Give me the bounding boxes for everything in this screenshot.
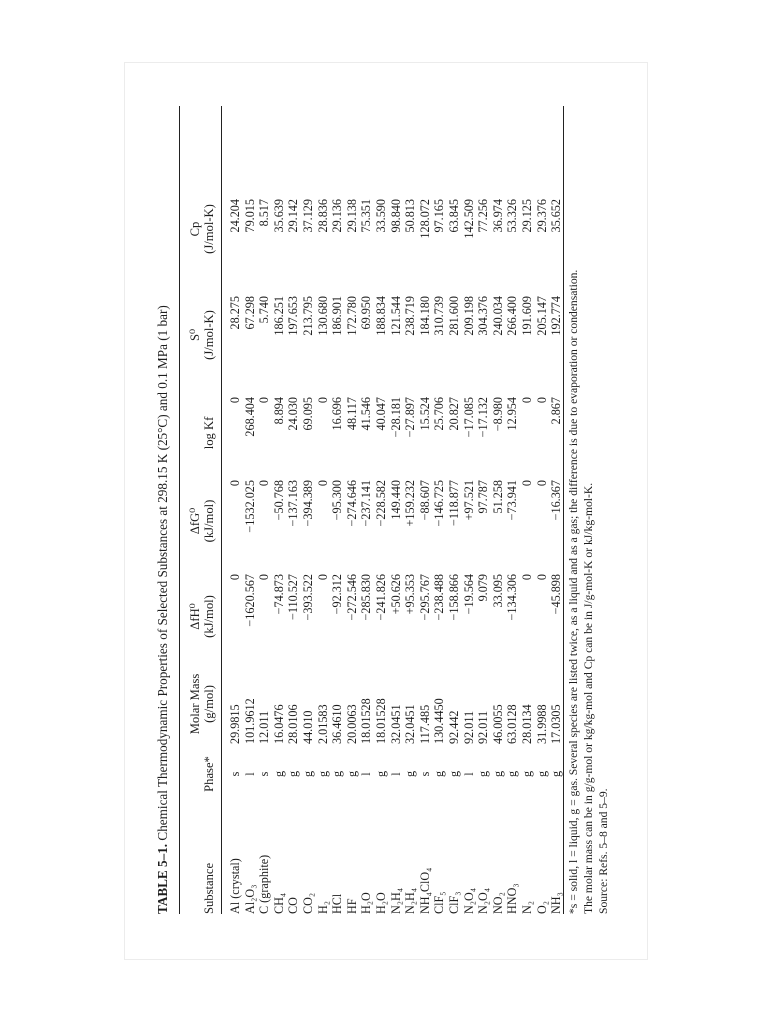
cell-Cp: 36.974 [490,199,505,233]
cell-logKf: 0 [534,397,549,404]
cell-dfG: +97.521 [461,480,476,521]
cell-logKf: 41.546 [359,397,374,431]
table-number: TABLE 5–1. [155,843,170,914]
cell-logKf: 20.827 [447,397,461,431]
cell-substance: O₂ [534,900,549,914]
cell-logKf: 268.404 [242,397,257,437]
cell-Cp: 29.125 [520,199,534,233]
cell-Cp: 128.072 [417,199,432,239]
cell-substance: N₂H₄ [388,887,403,914]
cell-phase: l [359,772,374,776]
header-dfH [188,574,216,659]
cell-dfH: +95.353 [403,574,418,615]
cell-S0: 121.544 [388,296,403,336]
cell-logKf: 0 [520,397,534,404]
cell-dfH: −45.898 [549,574,564,615]
cell-phase: g [315,770,330,778]
cell-logKf: 48.117 [344,397,359,431]
cell-dfG: −50.768 [271,480,286,521]
cell-molar_mass: 32.0451 [403,704,418,744]
cell-S0: 192.774 [549,296,564,336]
cell-phase: g [403,770,418,778]
cell-substance: NO₂ [490,892,505,914]
header-S0-line: (J/mol-K) [202,310,216,360]
cell-dfH: −285.830 [359,574,374,621]
cell-dfH: +50.626 [388,574,403,615]
header-rule [221,106,222,914]
cell-dfG: −146.725 [432,480,447,527]
cell-molar_mass: 12.011 [257,710,272,744]
cell-phase: g [476,770,491,778]
cell-substance: HNO₃ [505,883,520,914]
cell-molar_mass: 28.0134 [520,704,534,744]
cell-dfH: −92.312 [330,574,345,615]
cell-phase: g [432,770,447,778]
cell-molar_mass: 17.0305 [549,704,564,744]
cell-dfG: 0 [520,480,534,487]
cell-dfG: 0 [257,480,272,487]
cell-dfG: −88.607 [417,480,432,521]
cell-Cp: 29.136 [330,199,345,233]
bottom-rule [563,106,564,914]
cell-phase: l [242,772,257,776]
cell-molar_mass: 2.01583 [315,704,330,744]
header-dfG-line: ΔfG⁰ [188,507,202,535]
cell-phase: g [286,770,301,778]
header-logKf-line: log Kf [202,416,216,450]
cell-substance: Al₂O₃ [242,884,257,914]
cell-Cp: 75.351 [359,199,374,233]
cell-Cp: 97.165 [432,199,447,233]
header-substance [202,824,216,914]
cell-substance: NH₄ClO₄ [417,867,432,914]
cell-dfH: −238.488 [432,574,447,621]
header-phase-line: Phase* [202,756,216,792]
footnote-units: The molar mass can be in g/g-mol or kg/kg-mol and Cp can be in J/g-mol-K or kJ/kg-mol-K. [582,482,595,914]
footnote-source: Source: Refs. 5–8 and 5–9. [597,788,610,914]
cell-logKf: 8.894 [271,397,286,425]
header-molar_mass-line: (g/mol) [202,685,216,723]
header-dfH-line: ΔfH⁰ [188,603,202,630]
cell-dfG: −228.582 [374,480,388,527]
cell-Cp: 63.845 [447,199,461,233]
cell-phase: g [330,770,345,778]
cell-S0: 205.147 [534,296,549,336]
cell-logKf: 2.867 [549,397,564,425]
cell-substance: ClF₃ [447,891,461,914]
cell-molar_mass: 18.01528 [374,698,388,744]
cell-Cp: 24.204 [228,199,242,233]
header-S0-line: S⁰ [188,328,202,342]
cell-S0: 130.680 [315,296,330,336]
cell-dfG: −394.389 [301,480,315,527]
header-phase [202,754,216,794]
cell-Cp: 79.015 [242,199,257,233]
cell-dfG: −95.300 [330,480,345,521]
cell-molar_mass: 117.485 [417,704,432,744]
cell-S0: 304.376 [476,296,491,336]
cell-logKf: 69.095 [301,397,315,431]
cell-dfG: 0 [315,480,330,487]
header-Cp [188,199,216,259]
cell-dfH: −134.306 [505,574,520,621]
cell-S0: 238.719 [403,296,418,336]
cell-dfG: −1532.025 [242,480,257,533]
cell-substance: HF [344,898,359,914]
cell-phase: g [520,770,534,778]
cell-S0: 28.275 [228,296,242,330]
cell-molar_mass: 28.0106 [286,704,301,744]
cell-phase: l [388,772,403,776]
cell-S0: 186.251 [271,296,286,336]
header-dfH-line: (kJ/mol) [202,595,216,638]
table-caption [155,305,171,914]
cell-logKf: −17.085 [461,397,476,438]
cell-Cp: 37.129 [301,199,315,233]
cell-S0: 186.901 [330,296,345,336]
cell-molar_mass: 29.9815 [228,704,242,744]
cell-dfG: 0 [534,480,549,487]
cell-logKf: 16.696 [330,397,345,431]
cell-Cp: 29.376 [534,199,549,233]
cell-Cp: 33.590 [374,199,388,233]
cell-logKf: −27.897 [403,397,418,438]
header-S0 [188,296,216,374]
cell-logKf: −8.980 [490,397,505,432]
cell-logKf: 12.954 [505,397,520,431]
cell-molar_mass: 36.4610 [330,704,345,744]
footnote-phase: *s = solid, l = liquid, g = gas. Several species are listed twice, as a liquid and as a gas; the difference is due to evaporation or condensation. [567,269,580,914]
top-rule [179,106,180,914]
cell-phase: g [549,770,564,778]
cell-molar_mass: 31.9988 [534,704,549,744]
cell-Cp: 53.326 [505,199,520,233]
cell-dfG: −274.646 [344,480,359,527]
cell-dfH: 0 [228,574,242,581]
cell-S0: 197.653 [286,296,301,336]
cell-molar_mass: 46.0055 [490,704,505,744]
cell-substance: H₂O [374,892,388,914]
cell-phase: g [447,770,461,778]
cell-S0: 281.600 [447,296,461,336]
cell-Cp: 35.639 [271,199,286,233]
header-Cp-line: Cp [188,221,202,237]
cell-phase: s [228,771,242,777]
cell-S0: 266.400 [505,296,520,336]
cell-molar_mass: 18.01528 [359,698,374,744]
cell-substance: N₂O₄ [476,887,491,914]
cell-substance: N₂H₄ [403,887,418,914]
cell-S0: 172.780 [344,296,359,336]
cell-S0: 240.034 [490,296,505,336]
table-title: Chemical Thermodynamic Properties of Selected Substances at 298.15 K (25°C) and 0.1 MPa (1 bar) [155,305,170,841]
cell-dfH: −241.826 [374,574,388,621]
cell-S0: 191.609 [520,296,534,336]
cell-Cp: 8.517 [257,199,272,227]
cell-phase: s [257,771,272,777]
cell-substance: N₂ [520,900,534,914]
cell-Cp: 29.142 [286,199,301,233]
cell-Cp: 77.256 [476,199,491,233]
cell-dfH: −158.866 [447,574,461,621]
cell-substance: ClF₅ [432,891,447,914]
cell-Cp: 50.813 [403,199,418,233]
header-substance-line: Substance [202,862,216,914]
cell-dfH: 0 [534,574,549,581]
header-Cp-line: (J/mol-K) [202,204,216,254]
cell-dfH: 33.095 [490,574,505,608]
cell-molar_mass: 44.010 [301,710,315,744]
cell-dfH: 9.079 [476,574,491,602]
cell-molar_mass: 20.0063 [344,704,359,744]
cell-Cp: 142.509 [461,199,476,239]
cell-phase: g [271,770,286,778]
cell-substance: H₂O [359,892,374,914]
cell-Cp: 28.836 [315,199,330,233]
cell-molar_mass: 92.011 [461,710,476,744]
cell-S0: 184.180 [417,296,432,336]
cell-dfG: −137.163 [286,480,301,527]
cell-dfG: 149.440 [388,480,403,520]
cell-dfG: 97.787 [476,480,491,514]
cell-dfH: 0 [315,574,330,581]
cell-dfG: −237.141 [359,480,374,527]
cell-phase: g [344,770,359,778]
header-logKf [202,397,216,469]
cell-dfH: 0 [257,574,272,581]
cell-phase: g [374,770,388,778]
cell-S0: 69.950 [359,296,374,330]
rotated-table-page [153,106,613,914]
cell-substance: NH₃ [549,892,564,914]
cell-dfH: −110.527 [286,574,301,621]
cell-phase: l [461,772,476,776]
cell-dfH: −1620.567 [242,574,257,627]
cell-dfH: −19.564 [461,574,476,615]
cell-dfG: +159.232 [403,480,418,527]
cell-logKf: −28.181 [388,397,403,438]
header-molar_mass-line: Molar Mass [188,673,202,735]
cell-substance: HCl [330,893,345,914]
cell-S0: 310.739 [432,296,447,336]
cell-logKf: 0 [257,397,272,404]
cell-phase: g [505,770,520,778]
cell-dfG: 0 [228,480,242,487]
cell-Cp: 98.840 [388,199,403,233]
cell-logKf: 0 [228,397,242,404]
cell-logKf: 40.047 [374,397,388,431]
cell-molar_mass: 63.0128 [505,704,520,744]
cell-dfG: −118.877 [447,480,461,527]
cell-substance: N₂O₄ [461,887,476,914]
cell-dfH: −74.873 [271,574,286,615]
cell-S0: 209.198 [461,296,476,336]
cell-molar_mass: 16.0476 [271,704,286,744]
cell-dfG: −73.941 [505,480,520,521]
cell-S0: 5.740 [257,296,272,324]
cell-logKf: 24.030 [286,397,301,431]
header-dfG-line: (kJ/mol) [202,499,216,543]
cell-logKf: 25.706 [432,397,447,431]
cell-logKf: −17.132 [476,397,491,438]
cell-phase: g [534,770,549,778]
cell-substance: C (graphite) [257,854,272,914]
cell-substance: CO [286,897,301,914]
cell-phase: g [301,770,315,778]
header-dfG [188,480,216,562]
cell-S0: 67.298 [242,296,257,330]
cell-phase: s [417,771,432,777]
cell-molar_mass: 92.442 [447,710,461,744]
cell-molar_mass: 92.011 [476,710,491,744]
cell-substance: CH₄ [271,892,286,914]
cell-dfH: −295.767 [417,574,432,621]
cell-S0: 213.795 [301,296,315,336]
cell-substance: H₂ [315,900,330,914]
cell-molar_mass: 32.0451 [388,704,403,744]
header-molar_mass [188,664,216,744]
cell-dfH: −393.522 [301,574,315,621]
cell-molar_mass: 130.4450 [432,698,447,744]
cell-logKf: 15.524 [417,397,432,431]
cell-dfG: −16.367 [549,480,564,521]
cell-Cp: 35.652 [549,199,564,233]
cell-molar_mass: 101.9612 [242,698,257,744]
cell-S0: 188.834 [374,296,388,336]
cell-substance: Al (crystal) [228,858,242,914]
cell-dfH: 0 [520,574,534,581]
cell-Cp: 29.138 [344,199,359,233]
cell-dfG: 51.258 [490,480,505,514]
cell-dfH: −272.546 [344,574,359,621]
cell-phase: g [490,770,505,778]
cell-logKf: 0 [315,397,330,404]
cell-substance: CO₂ [301,892,315,914]
